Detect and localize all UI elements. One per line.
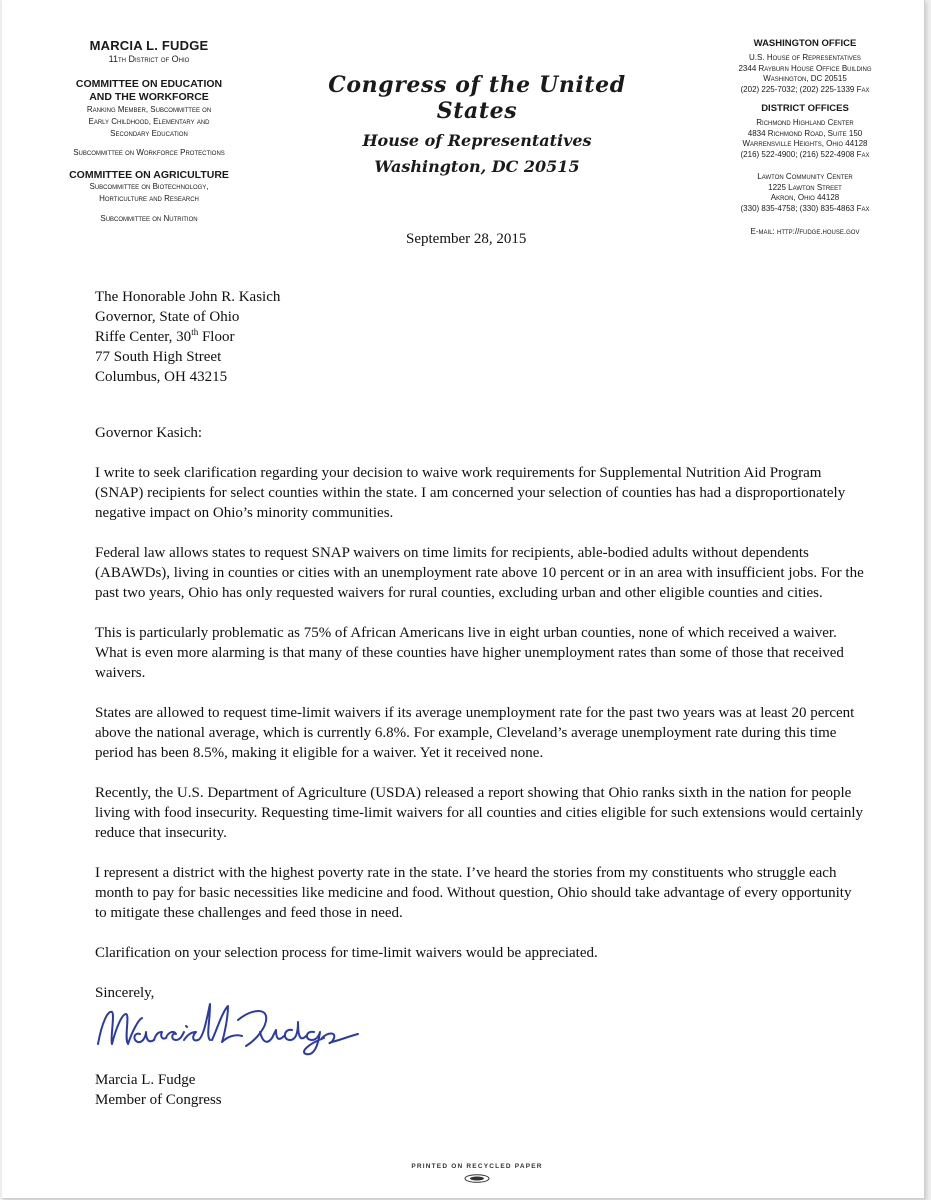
recipient-line: Columbus, OH 43215 [95, 369, 228, 385]
union-bug-icon [464, 1174, 490, 1183]
subcommittee-line: Secondary Education [110, 129, 188, 138]
committee-agriculture-subs [54, 181, 244, 205]
subcommittee-nutrition: Subcommittee on Nutrition [100, 214, 198, 223]
district-office-2 [710, 172, 900, 214]
handwritten-signature [88, 992, 368, 1064]
washington-title: Washington, DC 20515 [374, 157, 580, 176]
letterhead-right [710, 38, 900, 238]
letterhead-left [54, 38, 244, 225]
subcommittee-line: Early Childhood, Elementary and [88, 117, 210, 126]
member-district: 11th District of Ohio [108, 54, 190, 64]
signer-block [95, 1070, 222, 1110]
address-line: 1225 Lawton Street [768, 182, 842, 192]
letter-body [95, 287, 865, 1003]
address-line: Lawton Community Center [757, 172, 853, 181]
congress-title: Congress of the United States [328, 72, 626, 124]
committee-education-subs [54, 104, 244, 140]
recipient-line-part: Floor [198, 329, 235, 345]
recipient-line: Governor, State of Ohio [95, 309, 240, 325]
recipient-line [95, 327, 865, 347]
letter-date: September 28, 2015 [406, 231, 527, 247]
recycled-paper-note: PRINTED ON RECYCLED PAPER [411, 1163, 543, 1170]
address-line: 2344 Rayburn House Office Building [738, 63, 872, 73]
recipient-line: The Honorable John R. Kasich [95, 289, 281, 305]
committee-line: COMMITTEE ON EDUCATION [75, 78, 223, 90]
phone-line: (216) 522-4900; (216) 522-4908 Fax [740, 149, 870, 159]
signer-title: Member of Congress [95, 1092, 222, 1108]
phone-line: (330) 835-4758; (330) 835-4863 Fax [740, 203, 870, 213]
paragraph: This is particularly problematic as 75% of African Americans live in eight urban counties, none of which received a waiver. What is even more alarming is that many of these counties have higher unemployment rates than some of those that received waivers. [95, 625, 844, 681]
subcommittee-workforce: Subcommittee on Workforce Protections [73, 148, 225, 157]
paragraph: States are allowed to request time-limit waivers if its average unemployment rate for the past two years was at least 20 percent above the national average, which is currently 6.8%. For example, Cleveland’s average unemployment rate during this time period has been 8.5%, making it eligible for a waiver. Yet it received none. [95, 705, 855, 761]
website-line: E-mail: http://fudge.house.gov [750, 227, 860, 236]
paragraph: Federal law allows states to request SNAP waivers on time limits for recipients, able-bodied adults without dependents (ABAWDs), living in counties or cities with an unemployment rate above 10 percent or in an area with insufficient jobs. For the past two years, Ohio has only requested waivers for rural counties, excluding urban and other eligible counties and cities. [95, 545, 864, 601]
signer-name: Marcia L. Fudge [95, 1072, 196, 1088]
committee-agriculture: COMMITTEE ON AGRICULTURE [69, 169, 229, 181]
phone-line: (202) 225-7032; (202) 225-1339 Fax [740, 84, 870, 94]
district-offices-heading: DISTRICT OFFICES [761, 103, 849, 114]
address-line: 4834 Richmond Road, Suite 150 [747, 128, 863, 138]
paragraph: Recently, the U.S. Department of Agriculture (USDA) released a report showing that Ohio ranks sixth in the nation for people living with food insecurity. Requesting time-limit waivers for all counties and cities eligible for such extensions would certainly reduce that insecurity. [95, 785, 864, 841]
subcommittee-line: Ranking Member, Subcommittee on [86, 105, 212, 114]
address-line: Warrensville Heights, Ohio 44128 [742, 139, 868, 148]
committee-line: AND THE WORKFORCE [89, 91, 209, 103]
recipient-address [95, 287, 865, 387]
district-office-1 [710, 118, 900, 160]
paragraph: Clarification on your selection process for time-limit waivers would be appreciated. [95, 945, 598, 961]
subcommittee-line: Horticulture and Research [99, 194, 199, 203]
closing: Sincerely, [95, 985, 155, 1001]
washington-office-heading: WASHINGTON OFFICE [753, 38, 857, 49]
address-line: Richmond Highland Center [756, 118, 854, 127]
address-line: Washington, DC 20515 [763, 74, 847, 83]
letter-page [2, 0, 925, 1199]
letterhead-center [292, 72, 662, 176]
recipient-line: 77 South High Street [95, 349, 222, 365]
paragraph: I represent a district with the highest poverty rate in the state. I’ve heard the stories from my constituents who struggle each month to pay for basic necessities like medicine and food. Without question, Ohio should take advantage of every opportunity to mitigate these challenges and feed those in need. [95, 865, 852, 921]
committee-education [54, 78, 244, 104]
subcommittee-line: Subcommittee on Biotechnology, [89, 182, 209, 191]
salutation: Governor Kasich: [95, 425, 203, 441]
member-name: MARCIA L. FUDGE [89, 38, 209, 53]
ordinal-suffix: th [191, 327, 199, 337]
footer [382, 1163, 572, 1188]
address-line: Akron, Ohio 44128 [770, 193, 840, 202]
washington-office-address [710, 53, 900, 95]
house-title: House of Representatives [362, 131, 592, 150]
recipient-line-part: Riffe Center, 30 [95, 329, 192, 345]
address-line: U.S. House of Representatives [749, 53, 861, 62]
paragraph: I write to seek clarification regarding your decision to waive work requirements for Supplemental Nutrition Aid Program (SNAP) recipients for select counties within the state. I am concerned your selection of counties has had a disproportionately negative impact on Ohio’s minority communities. [95, 465, 846, 521]
